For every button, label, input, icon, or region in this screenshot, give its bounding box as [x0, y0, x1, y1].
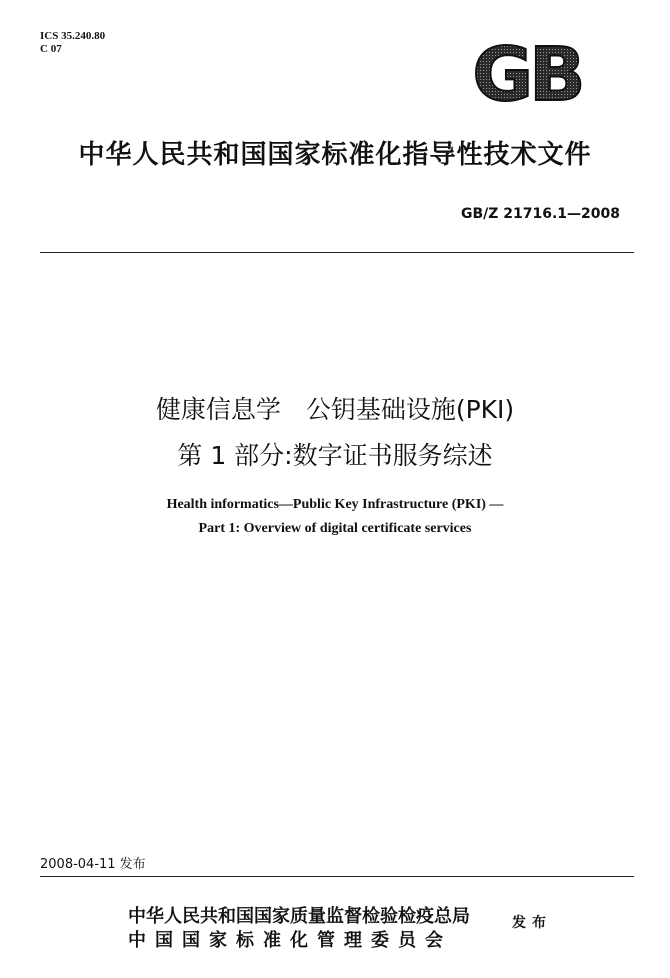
ics-code: ICS 35.240.80 — [40, 30, 106, 42]
issuer-line1: 中华人民共和国国家质量监督检验检疫总局 — [128, 906, 470, 927]
issuing-body-title: 中华人民共和国国家标准化指导性技术文件 — [78, 140, 592, 170]
svg-text:GB: GB — [472, 40, 582, 108]
ccs-code: C 07 — [40, 43, 62, 55]
header-divider — [40, 252, 634, 253]
classification-codes — [40, 30, 105, 56]
gb-logo — [456, 40, 598, 108]
footer-divider — [40, 876, 634, 877]
title-en-line1: Health informatics—Public Key Infrastructure (PKI) — — [166, 497, 504, 512]
publish-label: 发布 — [512, 915, 552, 931]
issue-date: 2008-04-11 发布 — [40, 857, 146, 872]
title-cn-line2: 第 1 部分:数字证书服务综述 — [177, 441, 493, 470]
gb-logo-icon — [456, 40, 598, 108]
issuer-line2: 中国国家标准化管理委员会 — [128, 930, 452, 951]
title-cn-line1: 健康信息学 公钥基础设施(PKI) — [155, 395, 515, 424]
title-en-line2: Part 1: Overview of digital certificate services — [198, 521, 472, 536]
standard-number: GB/Z 21716.1—2008 — [460, 206, 620, 222]
